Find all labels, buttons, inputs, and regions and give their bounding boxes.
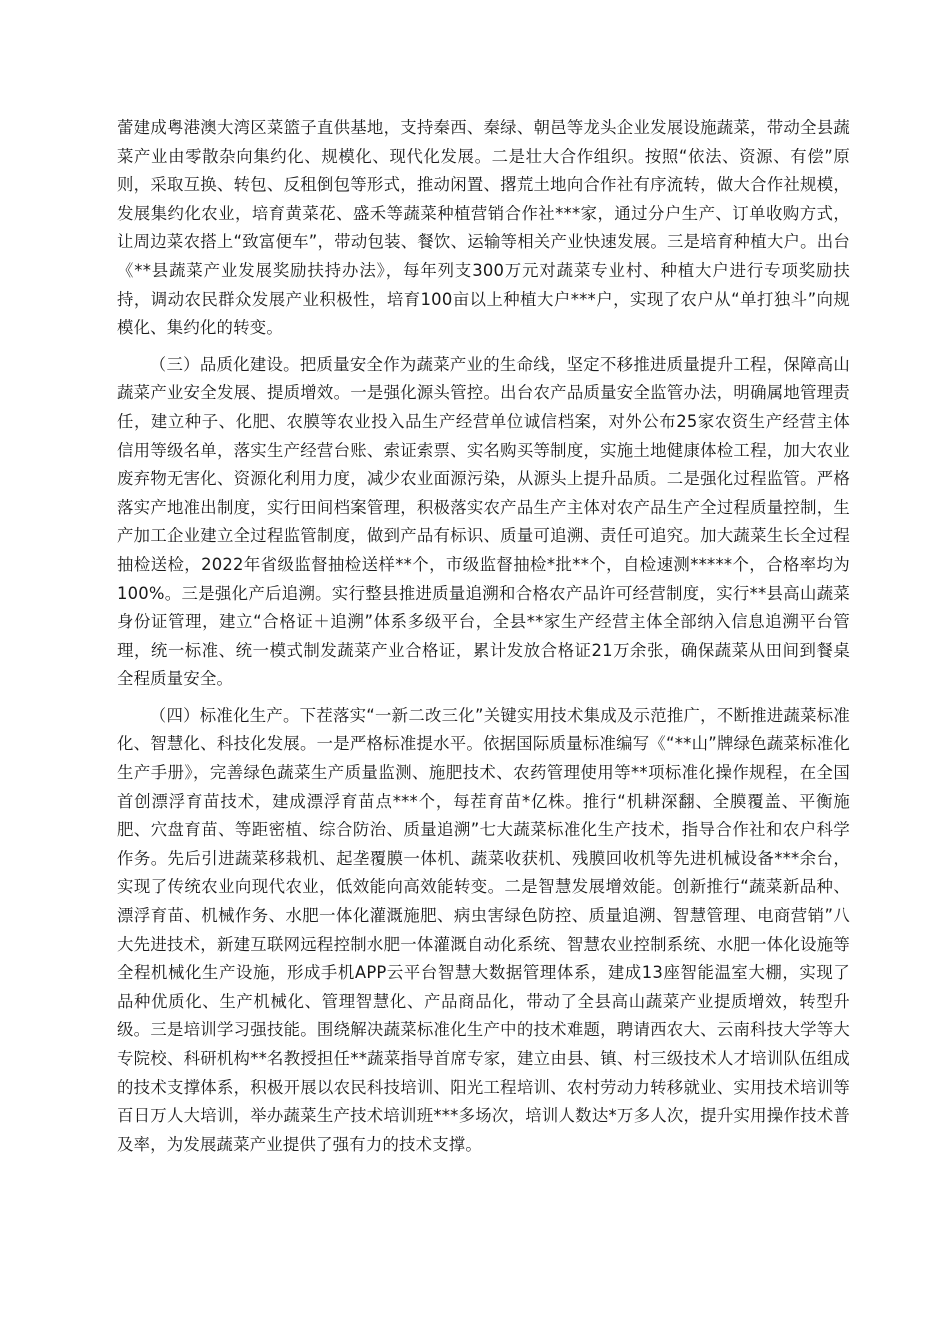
paragraph-continued: 蕾建成粤港澳大湾区菜篮子直供基地，支持秦西、秦绿、朝邑等龙头企业发展设施蔬菜，带动全县蔬菜产业由零散杂向集约化、规模化、现代化发展。二是壮大合作组织。按照“依法、资源、有偿”原则，采取互换、转包、反租倒包等形式，推动闲置、撂荒土地向合作社有序流转，做大合作社规模，发展集约化农业，培育黄菜花、盛禾等蔬菜种植营销合作社***家，通过分户生产、订单收购方式，让周边菜农搭上“致富便车”，带动包装、餐饮、运输等相关产业快速发展。三是培育种植大户。出台《**县蔬菜产业发展奖励扶持办法》，每年列支300万元对蔬菜专业村、种植大户进行专项奖励扶持，调动农民群众发展产业积极性，培育100亩以上种植大户***户，实现了农户从“单打独斗”向规模化、集约化的转变。: [117, 118, 850, 338]
paragraph-standardized-production: （四）标准化生产。下茬落实“一新二改三化”关键实用技术集成及示范推广，不断推进蔬菜标准化、智慧化、科技化发展。一是严格标准提水平。依据国际质量标准编写《“**山”牌绿色蔬菜标准化生产手册》，完善绿色蔬菜生产质量监测、施肥技术、农药管理使用等**项标准化操作规程，在全国首创漂浮育苗技术，建成漂浮育苗点***个，每茬育苗*亿株。推行“机耕深翻、全膜覆盖、平衡施肥、穴盘育苗、等距密植、综合防治、质量追溯”七大蔬菜标准化生产技术，指导合作社和农户科学作务。先后引进蔬菜移栽机、起垄覆膜一体机、蔬菜收获机、残膜回收机等先进机械设备***余台，实现了传统农业向现代农业，低效能向高效能转变。二是智慧发展增效能。创新推行“蔬菜新品种、漂浮育苗、机械作务、水肥一体化灌溉施肥、病虫害绿色防控、质量追溯、智慧管理、电商营销”八大先进技术，新建互联网远程控制水肥一体灌溉自动化系统、智慧农业控制系统、水肥一体化设施等全程机械化生产设施，形成手机APP云平台智慧大数据管理体系，建成13座智能温室大棚，实现了品种优质化、生产机械化、管理智慧化、产品商品化，带动了全县高山蔬菜产业提质增效，转型升级。三是培训学习强技能。围绕解决蔬菜标准化生产中的技术难题，聘请西农大、云南科技大学等大专院校、科研机构**名教授担任**蔬菜指导首席专家，建立由县、镇、村三级技术人才培训队伍组成的技术支撑体系，积极开展以农民科技培训、阳光工程培训、农村劳动力转移就业、实用技术培训等百日万人大培训，举办蔬菜生产技术培训班***多场次，培训人数达*万多人次，提升实用操作技术普及率，为发展蔬菜产业提供了强有力的技术支撑。: [117, 705, 850, 1154]
document-body: [117, 114, 850, 1167]
paragraph-quality-construction: （三）品质化建设。把质量安全作为蔬菜产业的生命线，坚定不移推进质量提升工程，保障高山蔬菜产业安全发展、提质增效。一是强化源头管控。出台农产品质量安全监管办法，明确属地管理责任，建立种子、化肥、农膜等农业投入品生产经营单位诚信档案，对外公布25家农资生产经营主体信用等级名单，落实生产经营台账、索证索票、实名购买等制度，实施土地健康体检工程，加大农业废弃物无害化、资源化利用力度，减少农业面源污染，从源头上提升品质。二是强化过程监管。严格落实产地准出制度，实行田间档案管理，积极落实农产品生产主体对农产品生产全过程质量控制，生产加工企业建立全过程监管制度，做到产品有标识、质量可追溯、责任可追究。加大蔬菜生长全过程抽检送检，2022年省级监督抽检送样**个，市级监督抽检*批**个，自检速测*****个，合格率均为100%。三是强化产后追溯。实行整县推进质量追溯和合格农产品许可经营制度，实行**县高山蔬菜身份证管理，建立“合格证＋追溯”体系多级平台，全县**家生产经营主体全部纳入信息追溯平台管理，统一标准、统一模式制发蔬菜产业合格证，累计发放合格证21万余张，确保蔬菜从田间到餐桌全程质量安全。: [117, 354, 850, 689]
